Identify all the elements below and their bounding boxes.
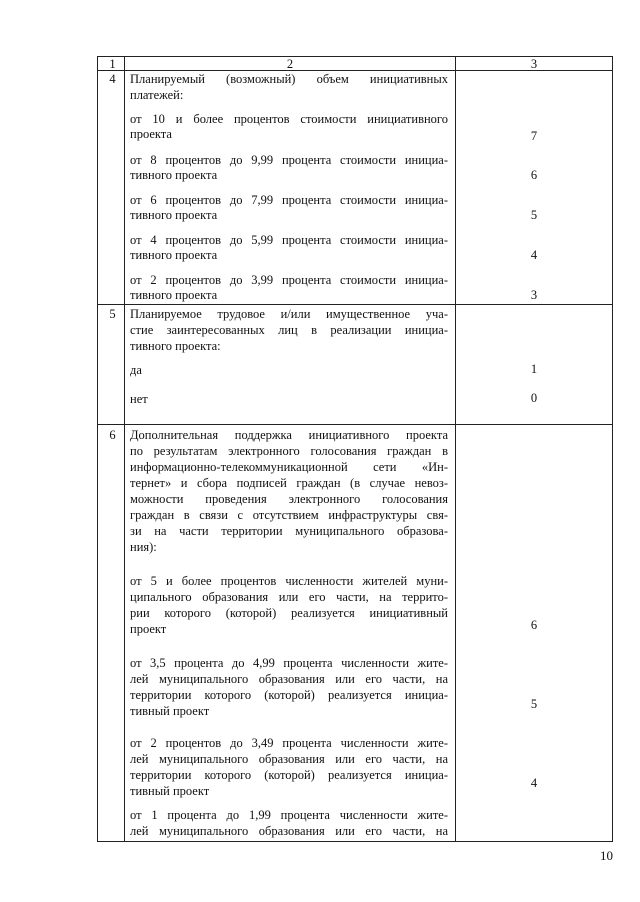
option-text: тивный проект: [130, 704, 210, 718]
option-text: территории которого (которой) реализуется инициа-: [130, 768, 448, 782]
row-number: 6: [109, 428, 116, 442]
option-score: 0: [530, 391, 538, 405]
option-text: от 1 процента до 1,99 процента численности жите-: [130, 808, 448, 822]
table-border-bottom: [97, 841, 613, 842]
criterion-title: граждан в связи с отсутствием инфраструктуры свя-: [130, 508, 448, 522]
option-text: лей муниципального образования или его части, на: [130, 824, 448, 838]
option-text: проект: [130, 622, 167, 636]
option-score: 4: [530, 248, 538, 262]
option-text: да: [130, 363, 142, 377]
option-text: нет: [130, 392, 148, 406]
option-text: проекта: [130, 127, 172, 141]
criterion-title: тернет» и сбора подписей граждан (в случае невоз-: [130, 476, 448, 490]
option-score: 5: [530, 697, 538, 711]
option-text: от 5 и более процентов численности жителей муни-: [130, 574, 448, 588]
option-text: тивного проекта: [130, 208, 218, 222]
option-text: от 3,5 процента до 4,99 процента численности жите-: [130, 656, 448, 670]
criterion-title: можности проведения электронного голосования: [130, 492, 448, 506]
criterion-title: тивного проекта:: [130, 339, 221, 353]
criterion-title: по результатам электронного голосования граждан в: [130, 444, 448, 458]
option-text: тивного проекта: [130, 288, 218, 302]
option-score: 3: [530, 288, 538, 302]
option-text: от 10 и более процентов стоимости инициативного: [130, 112, 448, 126]
option-text: от 2 процентов до 3,99 процента стоимости инициа-: [130, 273, 448, 287]
option-score: 4: [530, 776, 538, 790]
option-score: 7: [530, 129, 538, 143]
option-text: тивный проект: [130, 784, 210, 798]
criterion-title: Дополнительная поддержка инициативного проекта: [130, 428, 448, 442]
criterion-title: информационно-телекоммуникационной сети «Ин-: [130, 460, 448, 474]
option-text: от 4 процентов до 5,99 процента стоимости инициа-: [130, 233, 448, 247]
option-text: территории которого (которой) реализуется инициа-: [130, 688, 448, 702]
header-col-3: 3: [530, 57, 538, 71]
page-number: 10: [600, 848, 613, 863]
option-text: ципального образования или его части, на террито-: [130, 590, 448, 604]
table-border-right: [612, 56, 613, 842]
option-text: тивного проекта: [130, 248, 218, 262]
option-text: лей муниципального образования или его части, на: [130, 672, 448, 686]
option-text: от 8 процентов до 9,99 процента стоимости инициа-: [130, 153, 448, 167]
column-divider-1: [124, 56, 125, 842]
option-score: 6: [530, 168, 538, 182]
option-score: 6: [530, 618, 538, 632]
criterion-title: зи на части территории муниципального образова-: [130, 524, 448, 538]
option-text: тивного проекта: [130, 168, 218, 182]
option-score: 1: [530, 362, 538, 376]
row-number: 4: [109, 72, 116, 86]
criterion-title: платежей:: [130, 88, 184, 102]
option-text: лей муниципального образования или его части, на: [130, 752, 448, 766]
row-number: 5: [109, 307, 116, 321]
criterion-title: Планируемое трудовое и/или имущественное уча-: [130, 307, 448, 321]
row-separator-4-5: [97, 304, 613, 305]
option-score: 5: [530, 208, 538, 222]
criterion-title: ния):: [130, 540, 157, 554]
option-text: от 2 процентов до 3,49 процента численности жите-: [130, 736, 448, 750]
header-col-2: 2: [286, 57, 294, 71]
criterion-title: стие заинтересованных лиц в реализации инициа-: [130, 323, 448, 337]
criterion-title: Планируемый (возможный) объем инициативных: [130, 72, 448, 86]
table-border-left: [97, 56, 98, 842]
row-separator-5-6: [97, 424, 613, 425]
header-col-1: 1: [109, 57, 116, 71]
option-text: рии которого (которой) реализуется инициативный: [130, 606, 448, 620]
option-text: от 6 процентов до 7,99 процента стоимости инициа-: [130, 193, 448, 207]
